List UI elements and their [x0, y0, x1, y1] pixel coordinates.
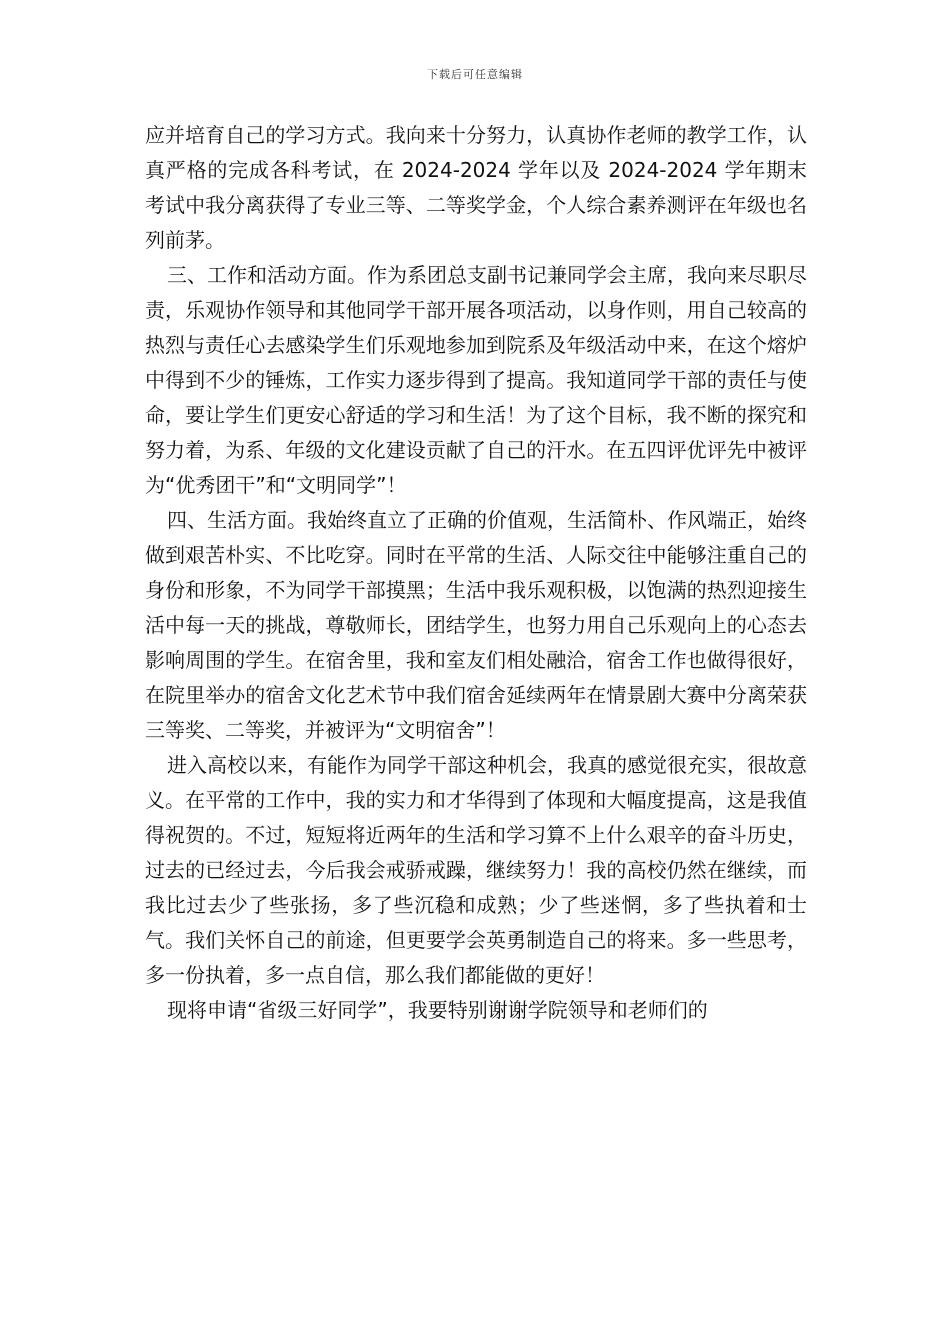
paragraph-work-activities: 三、工作和活动方面。作为系团总支副书记兼同学会主席，我向来尽职尽责，乐观协作领导和其他同学干部开展各项活动，以身作则，用自己较高的热烈与责任心去感染学生们乐观地参加到院系及年级活动中来，在这个熔炉中得到不少的锤炼，工作实力逐步得到了提高。我知道同学干部的责任与使命，要让学生们更安心舒适的学习和生活！为了这个目标，我不断的探究和努力着，为系、年级的文化建设贡献了自己的汗水。在五四评优评先中被评为“优秀团干”和“文明同学”！ — [145, 263, 807, 497]
paragraph-study-continued: 应并培育自己的学习方式。我向来十分努力，认真协作老师的教学工作，认真严格的完成各科考试，在 2024-2024 学年以及 2024-2024 学年期末考试中我分离获得了专业三等、二等奖学金，个人综合素养测评在年级也名列前茅。 — [145, 123, 807, 252]
paragraph-reflection: 进入高校以来，有能作为同学干部这种机会，我真的感觉很充实，很故意义。在平常的工作中，我的实力和才华得到了体现和大幅度提高，这是我值得祝贺的。不过，短短将近两年的生活和学习算不上什么艰辛的奋斗历史，过去的已经过去，今后我会戒骄戒躁，继续努力！我的高校仍然在继续，而我比过去少了些张扬，多了些沉稳和成熟；少了些迷惘，多了些执着和士气。我们关怀自己的前途，但更要学会英勇制造自己的将来。多一些思考，多一份执着，多一点自信，那么我们都能做的更好！ — [145, 753, 807, 987]
page-header: 下载后可任意编辑 — [427, 68, 523, 81]
document-body — [145, 118, 807, 1028]
paragraph-application: 现将申请“省级三好同学”，我要特别谢谢学院领导和老师们的 — [167, 998, 708, 1022]
paragraph-life: 四、生活方面。我始终直立了正确的价值观，生活简朴、作风端正，始终做到艰苦朴实、不比吃穿。同时在平常的生活、人际交往中能够注重自己的身份和形象，不为同学干部摸黑；生活中我乐观积极，以饱满的热烈迎接生活中每一天的挑战，尊敬师长，团结学生，也努力用自己乐观向上的心态去影响周围的学生。在宿舍里，我和室友们相处融洽，宿舍工作也做得很好，在院里举办的宿舍文化艺术节中我们宿舍延续两年在情景剧大赛中分离荣获三等奖、二等奖，并被评为“文明宿舍”！ — [145, 508, 807, 742]
